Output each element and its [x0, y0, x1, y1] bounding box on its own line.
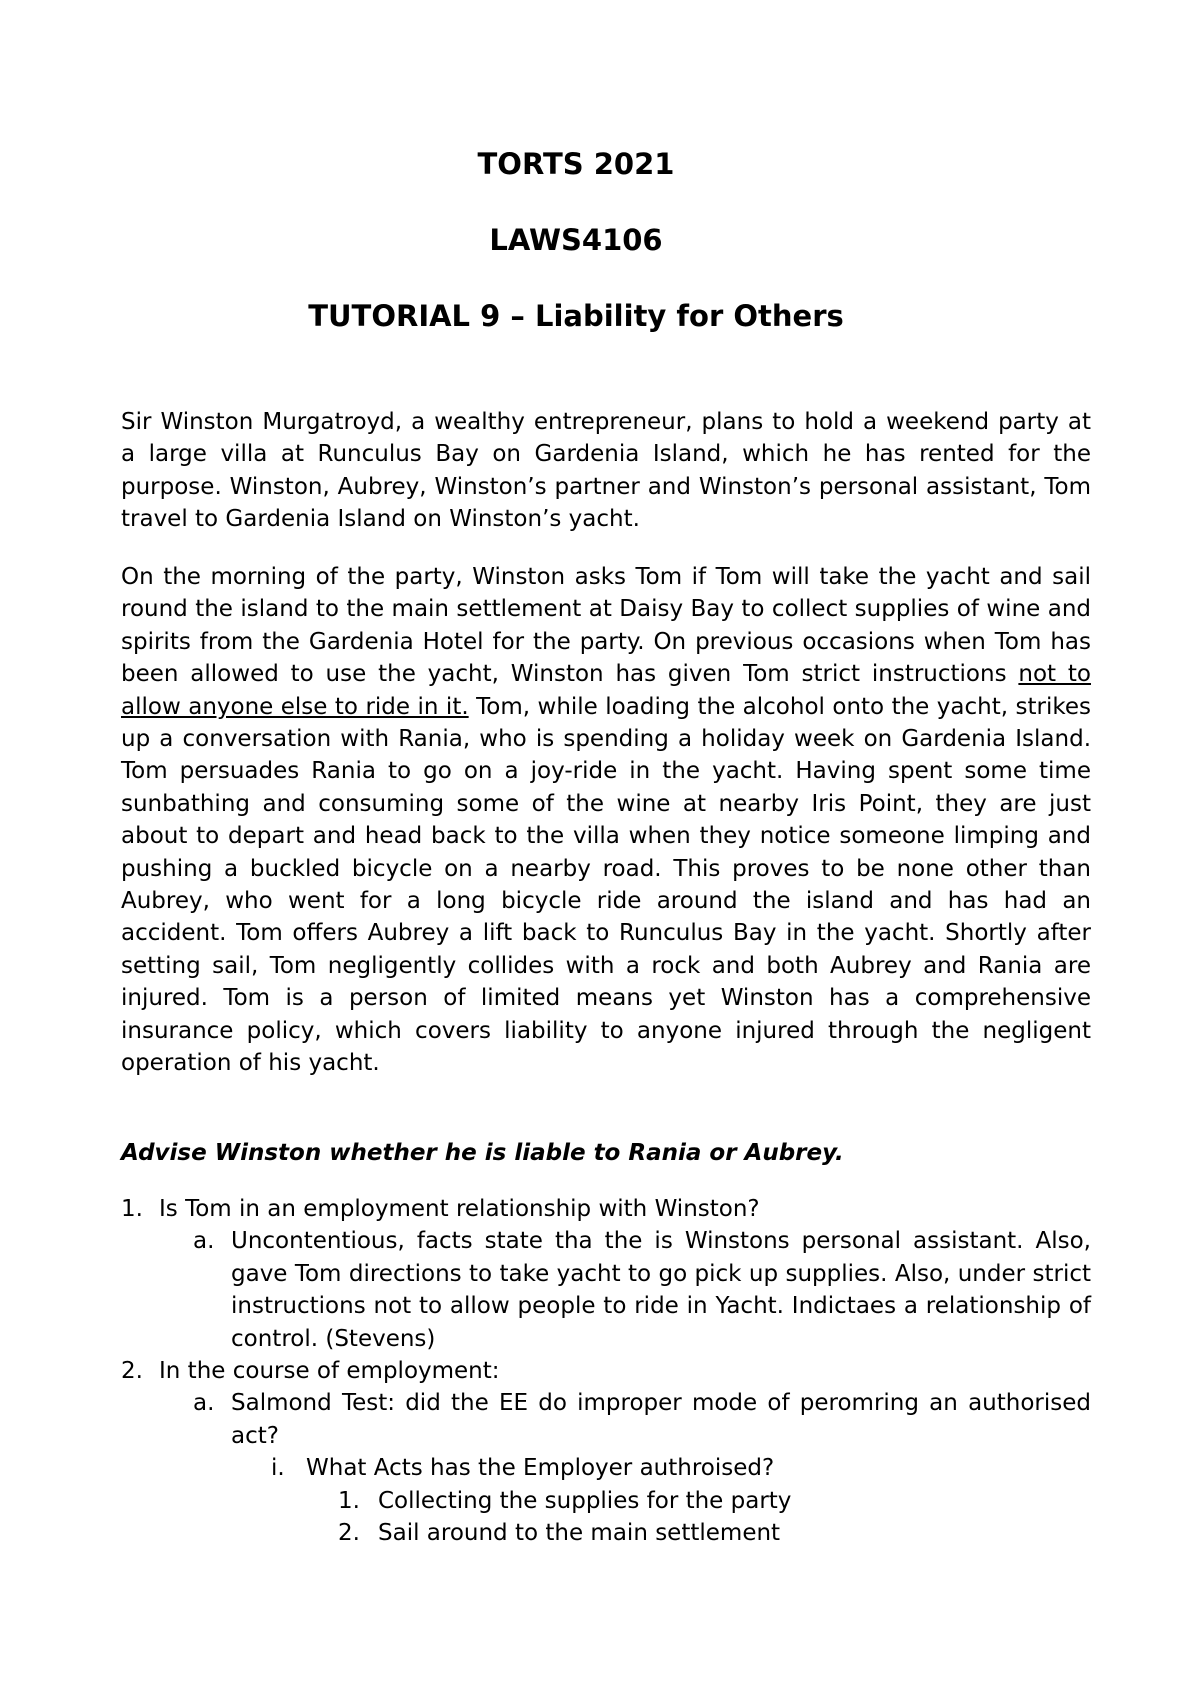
list-item-text: Sail around to the main settlement: [378, 1520, 781, 1547]
list-item: [121, 1193, 1091, 1225]
course-code: LAWS4106: [489, 223, 663, 257]
list-item: [121, 1452, 1091, 1484]
question-prompt: Advise Winston whether he is liable to Rania or Aubrey.: [121, 1140, 844, 1166]
scenario-text-2-end: Tom, while loading the alcohol onto the yacht, strikes up a conversation with Rania, who is spending a holiday week on Gardenia Island. Tom persuades Rania to go on a joy-ride in the yacht. Having spent some time sunbathing and consuming some of the wine at nearby Iris Point, they are just about to depart and head back to the villa when they notice someone limping and pushing a buckled bicycle on a nearby road. This proves to be none other than Aubrey, who went for a long bicycle ride around the island and has had an accident. Tom offers Aubrey a lift back to Runculus Bay in the yacht. Shortly after setting sail, Tom negligently collides with a rock and both Aubrey and Rania are injured. Tom is a person of limited means yet Winston has a comprehensive insurance policy, which covers liability to anyone injured through the negligent operation of his yacht.: [121, 693, 1091, 1077]
list-item: [121, 1485, 1091, 1517]
list-item: [121, 1355, 1091, 1387]
list-marker: i.: [271, 1455, 285, 1482]
course-title: TORTS 2021: [477, 147, 675, 181]
scenario-paragraph-2: [121, 561, 1091, 1080]
scenario-text-2-start: On the morning of the party, Winston asks Tom if Tom will take the yacht and sail round the island to the main settlement at Daisy Bay to collect supplies of wine and spirits from the Gardenia Hotel for the party. On previous occasions when Tom has been allowed to use the yacht, Winston has given Tom strict instructions: [121, 564, 1091, 688]
list-marker: a.: [193, 1228, 215, 1255]
list-item-text: Is Tom in an employment relationship with Winston?: [159, 1196, 760, 1222]
list-item-text: Collecting the supplies for the party: [378, 1487, 792, 1514]
list-marker: 1.: [338, 1487, 360, 1514]
list-item-text: What Acts has the Employer authroised?: [306, 1455, 775, 1482]
scenario-paragraph-1: [121, 406, 1091, 536]
list-marker: 1.: [121, 1196, 143, 1222]
scenario-text-1: Sir Winston Murgatroyd, a wealthy entrepreneur, plans to hold a weekend party at a large villa at Runculus Bay on Gardenia Island, which he has rented for the purpose. Winston, Aubrey, Winston’s partner and Winston’s personal assistant, Tom travel to Gardenia Island on Winston’s yacht.: [121, 409, 1091, 533]
list-item-text: In the course of employment:: [159, 1358, 500, 1385]
answer-notes-list: [121, 1193, 1091, 1549]
list-marker: 2.: [338, 1520, 360, 1547]
list-item-text: Uncontentious, facts state tha the is Winstons personal assistant. Also, gave Tom directions to take yacht to go pick up supplies. Also, under strict instructions not to allow people to ride in Yacht. Indictaes a relationship of control. (Stevens): [231, 1228, 1091, 1352]
underlined-instruction: not to allow anyone else to ride in it.: [121, 661, 1091, 720]
list-item: [121, 1517, 1091, 1549]
scenario-text-2: [121, 561, 1091, 1080]
list-item: [121, 1387, 1091, 1452]
list-item-text: Salmond Test: did the EE do improper mode of peromring an authorised act?: [231, 1390, 1091, 1449]
list-marker: 2.: [121, 1358, 143, 1385]
list-item: [121, 1225, 1091, 1355]
list-marker: a.: [193, 1390, 215, 1417]
tutorial-title: TUTORIAL 9 – Liability for Others: [308, 299, 844, 333]
